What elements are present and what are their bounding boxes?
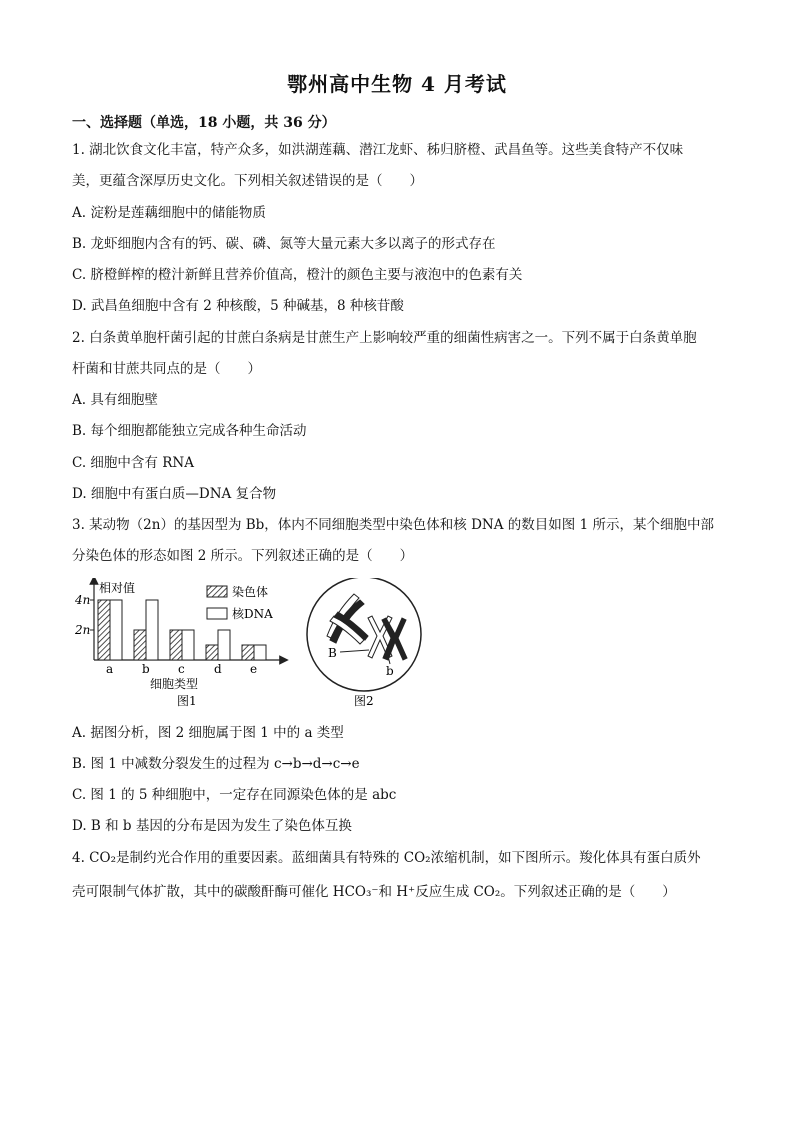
category-labels — [106, 662, 257, 676]
q2-option-c: C. 细胞中含有 RNA — [72, 455, 194, 471]
fig2-caption: 图2 — [354, 694, 374, 708]
legend-chrom-swatch — [207, 586, 227, 597]
gene-label-b: b — [386, 664, 394, 678]
ytick-2n: 2n — [75, 623, 91, 637]
bar-c-chromosome — [170, 630, 182, 660]
q3-option-b: B. 图 1 中减数分裂发生的过程为 c→b→d→c→e — [72, 756, 360, 772]
q2-stem-line1: 2. 白条黄单胞杆菌引起的甘蔗白条病是甘蔗生产上影响较严重的细菌性病害之一。下列不属于白条黄单胞 — [72, 330, 697, 346]
bar-c-dna — [182, 630, 194, 660]
fig1-caption: 图1 — [177, 694, 197, 708]
q2-option-b: B. 每个细胞都能独立完成各种生命活动 — [72, 423, 307, 439]
section-heading: 一、选择题（单选，18 小题，共 36 分） — [72, 115, 336, 131]
category-label-e: e — [250, 662, 258, 676]
q3-stem-line2: 分染色体的形态如图 2 所示。下列叙述正确的是（ ） — [72, 548, 414, 564]
q3-stem-line1: 3. 某动物（2n）的基因型为 Bb，体内不同细胞类型中染色体和核 DNA 的数目如图 1 所示，某个细胞中部 — [72, 517, 714, 533]
category-label-d: d — [214, 662, 222, 676]
x-axis-label: 细胞类型 — [150, 677, 199, 691]
q3-figures — [72, 578, 452, 713]
category-label-c: c — [178, 662, 185, 676]
q1-option-b: B. 龙虾细胞内含有的钙、碳、磷、氮等大量元素大多以离子的形式存在 — [72, 236, 496, 252]
q3-option-c: C. 图 1 的 5 种细胞中，一定存在同源染色体的是 abc — [72, 787, 397, 803]
bar-d-chromosome — [206, 645, 218, 660]
legend-chrom-label: 染色体 — [232, 585, 269, 599]
legend-dna-label: 核DNA — [232, 607, 273, 621]
q3-option-a: A. 据图分析，图 2 细胞属于图 1 中的 a 类型 — [72, 725, 344, 741]
q1-option-d: D. 武昌鱼细胞中含有 2 种核酸，5 种碱基，8 种核苷酸 — [72, 298, 404, 314]
q1-option-c: C. 脐橙鲜榨的橙汁新鲜且营养价值高，橙汁的颜色主要与液泡中的色素有关 — [72, 267, 523, 283]
q4-stem-line1: 4. CO₂是制约光合作用的重要因素。蓝细菌具有特殊的 CO₂浓缩机制，如下图所示。羧化体具有蛋白质外 — [72, 850, 701, 866]
q3-option-d: D. B 和 b 基因的分布是因为发生了染色体互换 — [72, 818, 352, 834]
legend-dna-swatch — [207, 608, 227, 619]
bar-b-chromosome — [134, 630, 146, 660]
exam-title: 鄂州高中生物 4 月考试 — [287, 72, 507, 96]
q2-option-a: A. 具有细胞壁 — [72, 392, 158, 408]
q1-stem-line2: 美，更蕴含深厚历史文化。下列相关叙述错误的是（ ） — [72, 173, 423, 189]
figures-svg — [72, 578, 452, 713]
category-label-b: b — [142, 662, 150, 676]
bar-e-chromosome — [242, 645, 254, 660]
category-label-a: a — [106, 662, 114, 676]
bar-b-dna — [146, 600, 158, 660]
y-axis-label: 相对值 — [99, 581, 136, 595]
q1-stem-line1: 1. 湖北饮食文化丰富，特产众多，如洪湖莲藕、潜江龙虾、秭归脐橙、武昌鱼等。这些美食特产不仅味 — [72, 142, 684, 158]
bar-e-dna — [254, 645, 266, 660]
q4-stem-line2: 壳可限制气体扩散，其中的碳酸酐酶可催化 HCO₃⁻和 H⁺反应生成 CO₂。下列叙述正确的是（ ） — [72, 884, 676, 900]
gene-label-B: B — [328, 646, 337, 660]
q2-option-d: D. 细胞中有蛋白质—DNA 复合物 — [72, 486, 277, 502]
q1-option-a: A. 淀粉是莲藕细胞中的储能物质 — [72, 205, 266, 221]
bar-a-chromosome — [98, 600, 110, 660]
bar-d-dna — [218, 630, 230, 660]
q2-stem-line2: 杆菌和甘蔗共同点的是（ ） — [72, 361, 261, 377]
ytick-4n: 4n — [75, 593, 91, 607]
bar-a-dna — [110, 600, 122, 660]
